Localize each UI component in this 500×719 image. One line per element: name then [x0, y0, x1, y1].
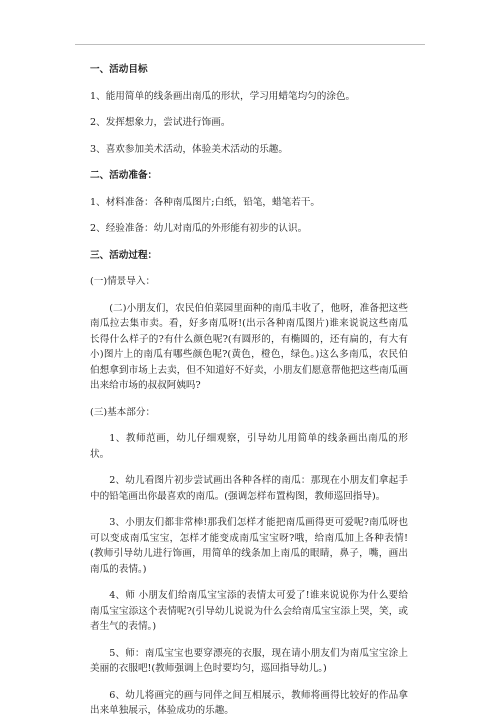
- document-body: [90, 62, 408, 719]
- step-6: 6、幼儿将画完的画与同伴之间互相展示，教师将画得比较好的作品拿出来单独展示，体验成功的乐趣。: [90, 689, 408, 716]
- step-3: 3、小朋友们都非常棒!那我们怎样才能把南瓜画得更可爱呢?南瓜呀也可以变成南瓜宝宝，怎样才能变成南瓜宝宝呀?哦，给南瓜加上各种表情!(教师引导幼儿进行饰画，用简单的线条加上南瓜的眼睛，鼻子，嘴，画出南瓜的表情。): [90, 517, 408, 575]
- step-5: 5、师：南瓜宝宝也要穿漂亮的衣服，现在请小朋友们为南瓜宝宝涂上美丽的衣服吧!(教师强调上色时要均匀，巡回指导幼儿。): [90, 647, 408, 674]
- goal-item-2: 2、发挥想象力，尝试进行饰画。: [90, 117, 231, 128]
- step-1: 1、教师范画，幼儿仔细观察，引导幼儿用简单的线条画出南瓜的形状。: [90, 433, 408, 460]
- section-heading-prep: 二、活动准备：: [90, 170, 158, 181]
- basic-part-label: (三)基本部分：: [90, 406, 156, 418]
- intro-paragraph: (二)小朋友们，农民伯伯菜园里面种的南瓜丰收了，他呀，准备把这些南瓜拉去集市卖。看，好多南瓜呀!(出示各种南瓜图片)谁来说说这些南瓜长得什么样子的?有什么颜色呢?(有圆形的，有椭圆的，还有扁的，有大有小)图片上的南瓜有哪些颜色呢?(黄色，橙色，绿色。)这么多南瓜，农民伯伯想拿到市场上去卖，但不知道好不好卖，小朋友们愿意帮他把这些南瓜画出来给市场的叔叔阿姨吗?: [90, 302, 408, 391]
- prep-item-2: 2、经验准备：幼儿对南瓜的外形能有初步的认识。: [90, 223, 308, 234]
- step-2: 2、幼儿看图片初步尝试画出各种各样的南瓜：那现在小朋友们拿起手中的铅笔画出你最喜欢的南瓜。(强调怎样布置构图，教师巡回指导)。: [90, 475, 408, 502]
- goal-item-1: 1、能用简单的线条画出南瓜的形状，学习用蜡笔均匀的涂色。: [90, 90, 356, 102]
- section-heading-goals: 一、活动目标: [90, 64, 148, 75]
- goal-item-3: 3、喜欢参加美术活动，体验美术活动的乐趣。: [90, 143, 288, 155]
- header-rule: [75, 44, 425, 45]
- section-heading-process: 三、活动过程：: [90, 249, 158, 261]
- prep-item-1: 1、材料准备：各种南瓜图片;白纸，铅笔，蜡笔若干。: [90, 196, 320, 208]
- step-4: 4、师 小朋友们给南瓜宝宝添的表情太可爱了!谁来说说你为什么要给南瓜宝宝添这个表情呢?(引导幼儿说说为什么会给南瓜宝宝添上哭，笑，或者生气的表情。): [90, 590, 408, 632]
- intro-label: (一)情景导入：: [90, 276, 156, 287]
